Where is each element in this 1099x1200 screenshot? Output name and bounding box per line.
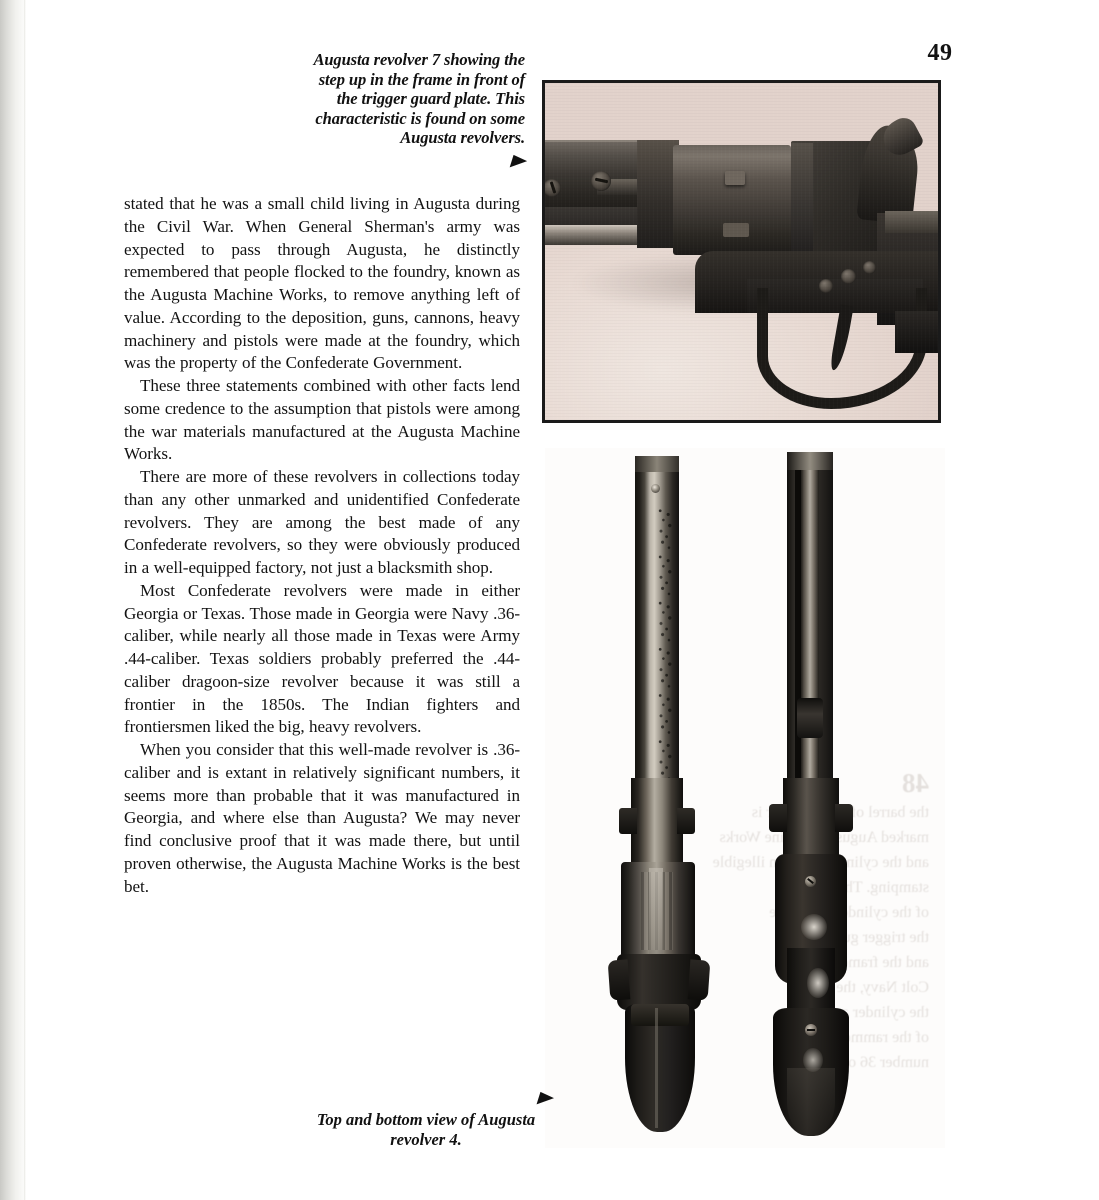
revolver-right-bottom-view	[757, 448, 897, 1148]
right-revolver-grip-butt	[787, 1068, 835, 1136]
left-revolver-muzzle	[635, 456, 679, 472]
left-revolver-wedge-right	[677, 808, 695, 834]
left-revolver-barrel-lug	[631, 778, 683, 862]
revolver-cylinder	[673, 145, 791, 255]
body-paragraph-4: Most Confederate revolvers were made in either Georgia or Texas. Those made in Georgia were Navy .36-caliber, while nearly all those made in Texas were Army .44-caliber. Texas soldiers probably preferred the .44-caliber dragoon-size revolver because it was still a frontier in the 1850s. The Indian fighters and frontiersmen liked the big, heavy revolvers.	[124, 580, 520, 737]
page-number: 49	[927, 40, 953, 66]
left-revolver-frame-ear-right	[688, 959, 711, 1000]
body-paragraph-5: When you consider that this well-made revolver is .36-caliber and is extant in relatively significant numbers, it seems more than probable that it was manufactured in Georgia, and where else than Augusta? We may never find conclusive proof that it was made there, but until proven otherwise, the Augusta Machine Works is the best bet.	[124, 740, 520, 896]
caption-bottom	[300, 1092, 552, 1149]
left-revolver-wedge-left	[619, 808, 637, 834]
revolver-trigger-guard-plate	[885, 211, 941, 233]
revolver-screw-frame-3	[863, 261, 876, 274]
right-revolver-highlight-2	[807, 968, 829, 998]
caption-top-text: Augusta revolver 7 showing the step up in the frame in front of the trigger guard plate. This characteristic is found on some Augusta revolvers.	[313, 50, 525, 148]
body-paragraph-2: These three statements combined with other facts lend some credence to the assumption that pistols were among the war materials manufactured at the Augusta Machine Works.	[124, 376, 520, 464]
body-text-column	[124, 193, 520, 898]
right-revolver-muzzle	[787, 452, 833, 470]
right-revolver-wedge-left	[769, 804, 787, 832]
caption-bottom-text: Top and bottom view of Augusta revolver 4.	[316, 1110, 536, 1149]
photo-revolver-closeup	[542, 80, 941, 423]
revolver-loading-lever	[542, 225, 641, 245]
left-revolver-frame-ear-left	[608, 959, 631, 1000]
photo-revolver-top-and-bottom-views	[545, 448, 945, 1148]
left-revolver-front-sight-pin	[651, 484, 660, 493]
revolver-screw-frame-1	[841, 269, 856, 284]
body-paragraph-3: There are more of these revolvers in collections today than any other unmarked and unidentified Confederate revolvers. They are among the best made of any Confederate revolvers, so they were obviously produced in a well-equipped factory, not just a blacksmith shop.	[124, 467, 520, 577]
left-revolver-backstrap-seam	[655, 1008, 658, 1128]
revolver-frame-step-up	[791, 143, 813, 251]
right-revolver-lever-catch	[797, 698, 823, 738]
right-revolver-highlight-1	[801, 914, 827, 940]
left-revolver-grip-cap	[631, 1004, 689, 1026]
revolver-cylinder-notch-upper	[725, 171, 745, 185]
caption-top-arrow-icon: ▶	[510, 152, 525, 169]
caption-bottom-arrow-icon: ▶	[537, 1090, 552, 1106]
right-revolver-grip-screw-slot	[807, 1029, 815, 1031]
revolver-left-top-view	[605, 448, 735, 1148]
caption-top	[300, 50, 525, 168]
body-paragraph-1: stated that he was a small child living in Augusta during the Civil War. When General Sherman's army was expected to pass through Augusta, he distinctly remembered that people flocked to the foundry, known as the Augusta Machine Works, to remove anything left of value. According to the deposition, guns, cannons, heavy machinery and pistols were made at the foundry, which was the property of the Confederate Government.	[124, 194, 520, 373]
scan-gutter-shadow	[0, 0, 26, 1200]
revolver-grip-frame	[895, 311, 941, 353]
page-edge-line	[24, 0, 26, 1200]
right-revolver-wedge-right	[835, 804, 853, 832]
right-revolver-barrel-lug	[783, 778, 839, 858]
revolver-screw-frame-2	[819, 279, 833, 293]
revolver-cylinder-notch-lower	[723, 223, 749, 237]
